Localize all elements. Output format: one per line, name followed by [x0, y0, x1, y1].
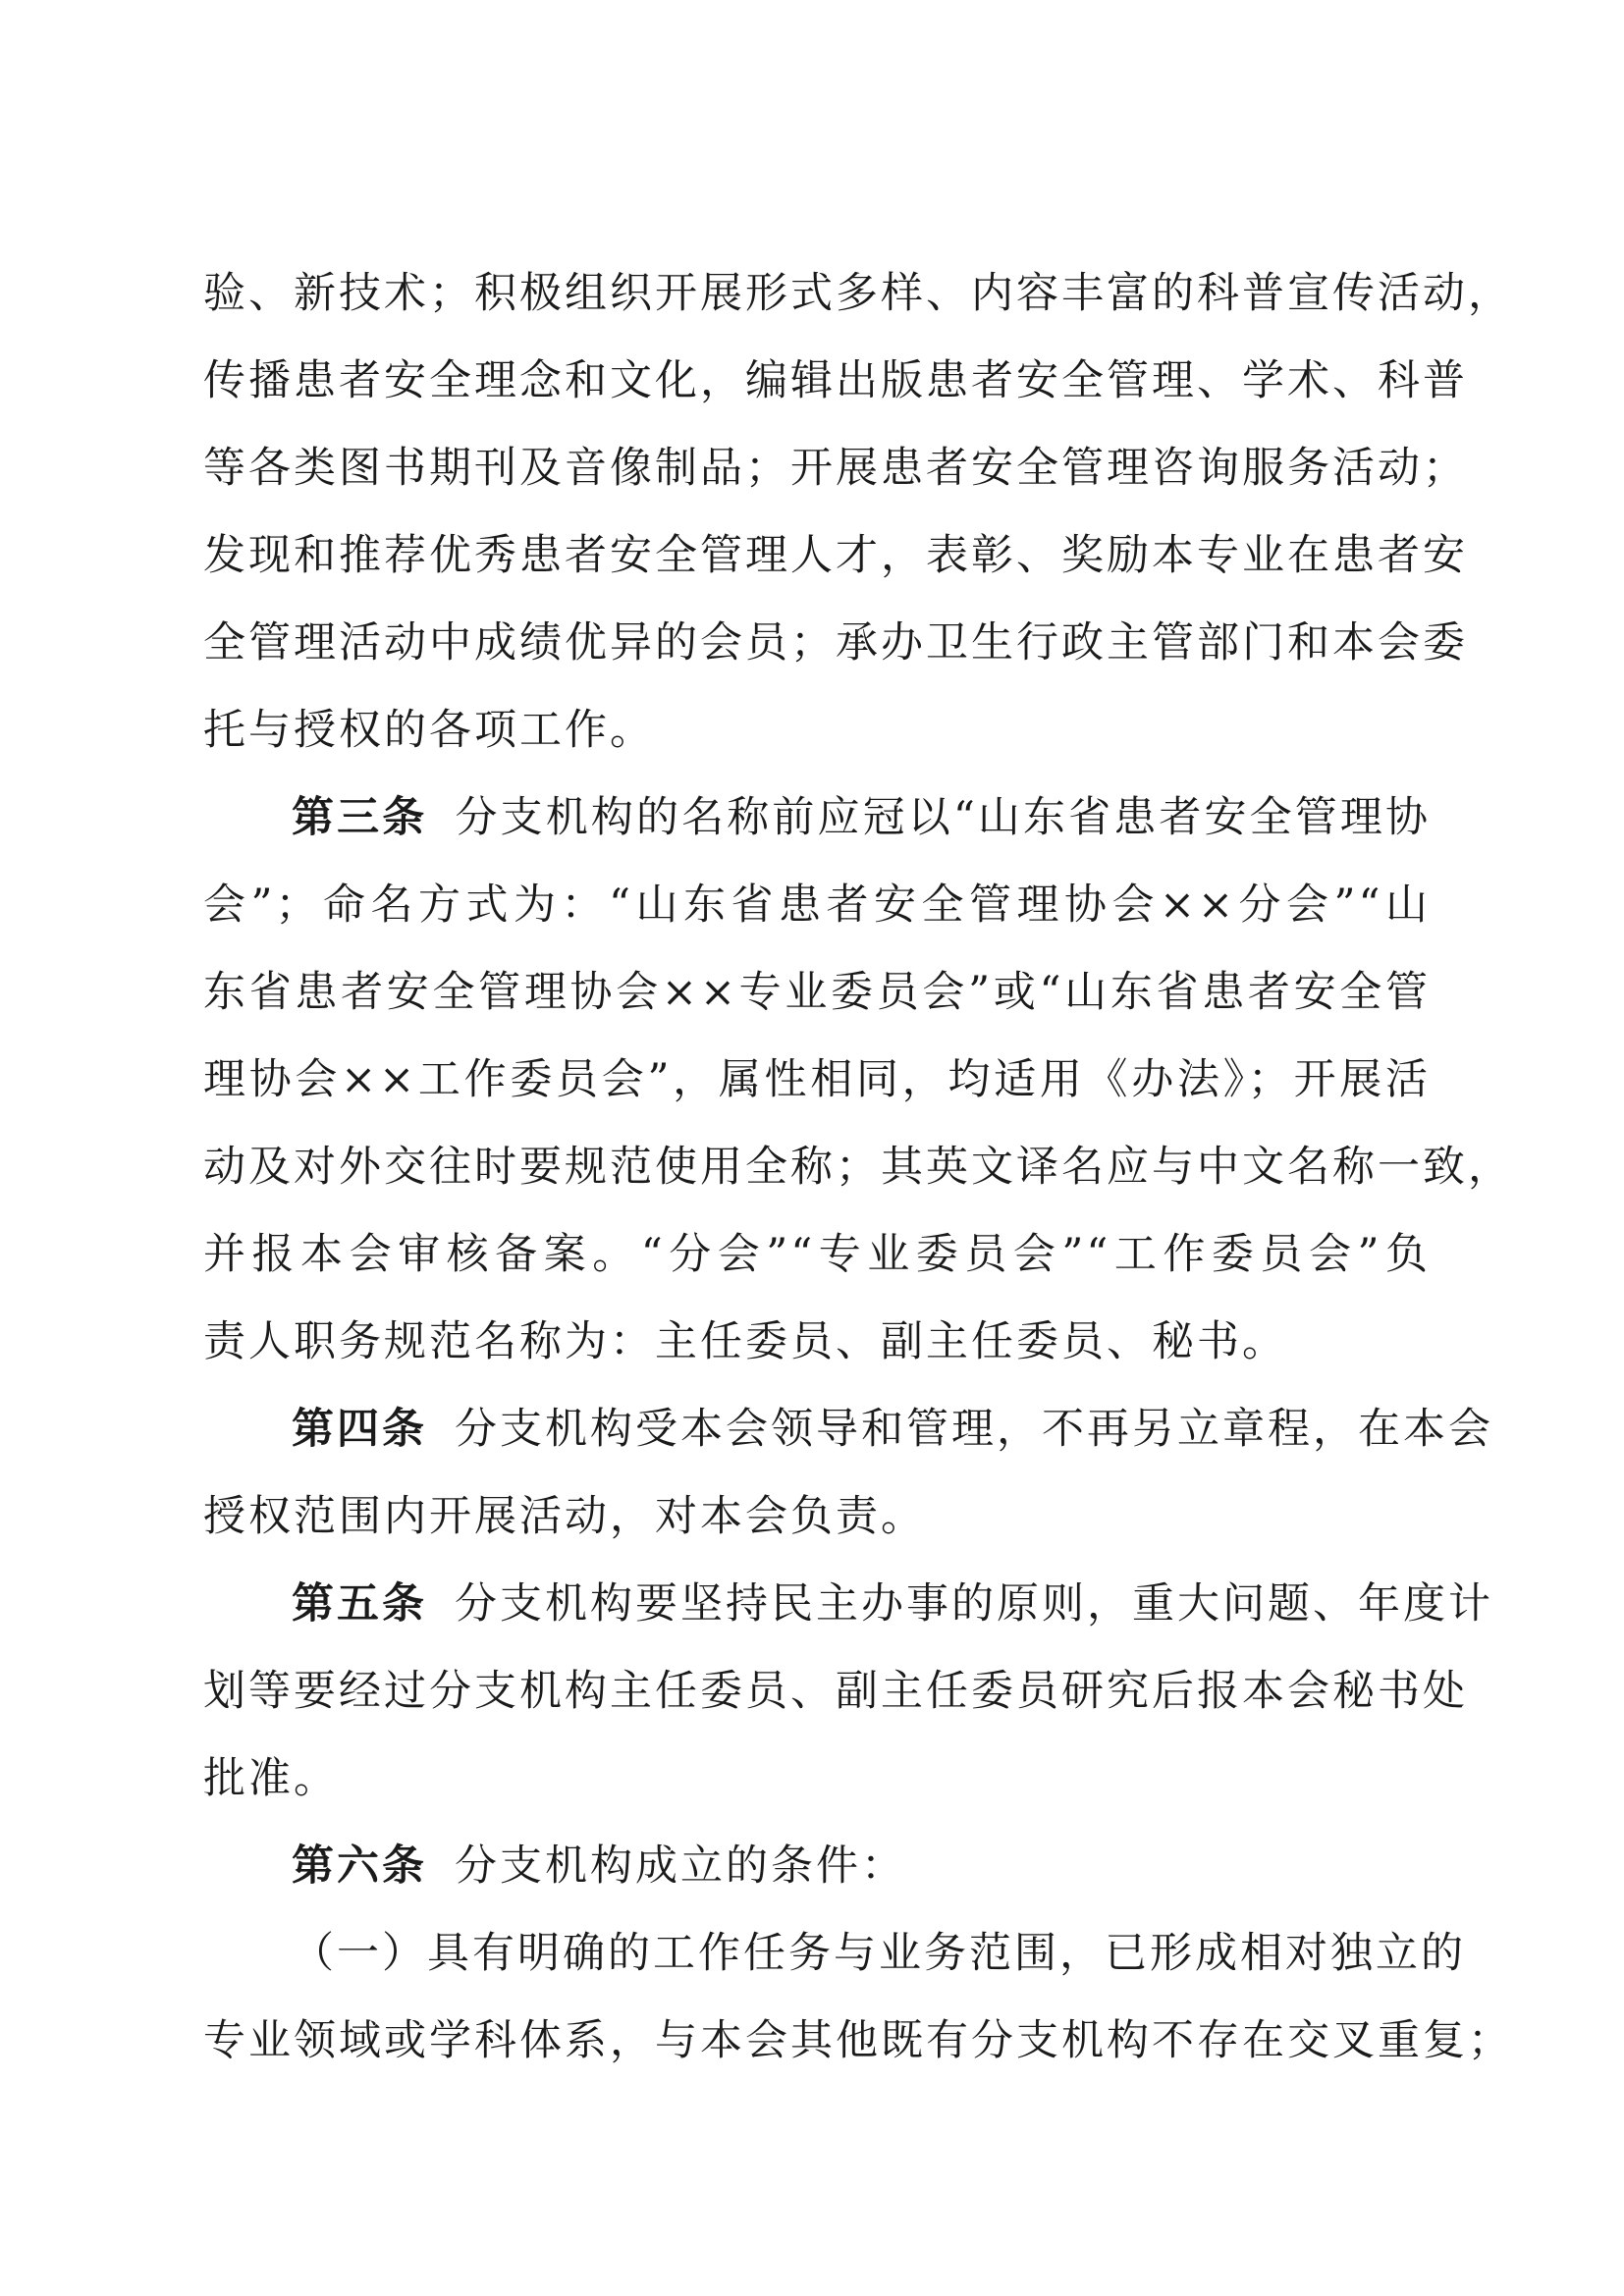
article-4-title: 第四条 — [292, 1405, 427, 1454]
paragraph-line: 东省患者安全管理协会××专业委员会”或“山东省患者安全管 — [203, 968, 1431, 1017]
paragraph-line: 托与授权的各项工作。 — [203, 706, 655, 755]
paragraph-line: 批准。 — [203, 1754, 339, 1803]
paragraph-line: 专业领域或学科体系，与本会其他既有分支机构不存在交叉重复； — [203, 2016, 1513, 2065]
article-3-title: 第三条 — [292, 793, 428, 842]
article-4-text: 分支机构受本会领导和管理，不再另立章程，在本会 — [455, 1405, 1493, 1454]
paragraph-line: 并报本会审核备案。“分会”“专业委员会”“工作委员会”负 — [203, 1230, 1431, 1279]
article-3-text: 分支机构的名称前应冠以“山东省患者安全管理协 — [455, 793, 1432, 842]
paragraph-line: 划等要经过分支机构主任委员、副主任委员研究后报本会秘书处 — [203, 1667, 1468, 1716]
article-4-first-line — [203, 1386, 1493, 1473]
paragraph-line: 全管理活动中成绩优异的会员；承办卫生行政主管部门和本会委 — [203, 618, 1468, 667]
paragraph-line: 发现和推荐优秀患者安全管理人才，表彰、奖励本专业在患者安 — [203, 531, 1468, 580]
document-body — [203, 250, 1513, 2085]
paragraph-line: 传播患者安全理念和文化，编辑出版患者安全管理、学术、科普 — [203, 356, 1468, 405]
paragraph-line: 等各类图书期刊及音像制品；开展患者安全管理咨询服务活动； — [203, 444, 1468, 493]
article-3-first-line — [203, 774, 1431, 862]
paragraph-line: 授权范围内开展活动，对本会负责。 — [203, 1492, 926, 1541]
paragraph-line: 理协会××工作委员会”，属性相同，均适用《办法》；开展活 — [203, 1055, 1431, 1104]
article-5-text: 分支机构要坚持民主办事的原则，重大问题、年度计 — [455, 1579, 1493, 1629]
article-6-text: 分支机构成立的条件： — [455, 1842, 906, 1891]
paragraph-line: 责人职务规范名称为：主任委员、副主任委员、秘书。 — [203, 1317, 1287, 1366]
article-6-title: 第六条 — [292, 1842, 427, 1891]
paragraph-line: 验、新技术；积极组织开展形式多样、内容丰富的科普宣传活动， — [203, 269, 1513, 318]
article-6-item-1-first-line: （一）具有明确的工作任务与业务范围，已形成相对独立的 — [292, 1929, 1466, 1978]
paragraph-line: 动及对外交往时要规范使用全称；其英文译名应与中文名称一致， — [203, 1143, 1513, 1192]
article-6-first-line — [203, 1823, 1431, 1910]
article-5-first-line — [203, 1561, 1493, 1648]
article-5-title: 第五条 — [292, 1579, 427, 1629]
paragraph-line: 会”；命名方式为：“山东省患者安全管理协会××分会”“山 — [203, 881, 1431, 930]
